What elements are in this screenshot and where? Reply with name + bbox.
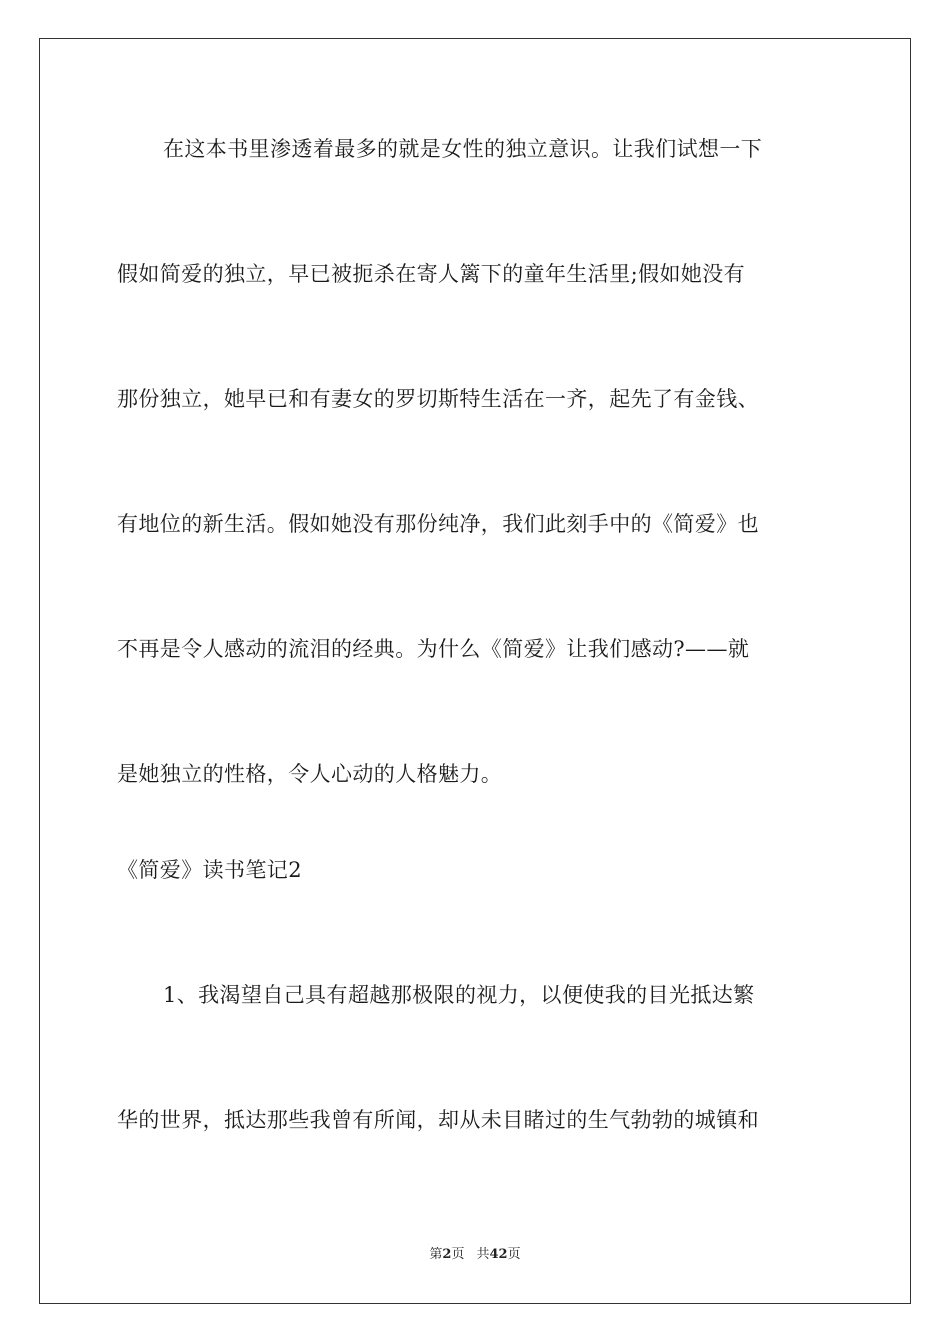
paragraph-1-line-6: 是她独立的性格，令人心动的人格魅力。	[117, 762, 503, 786]
footer-total-prefix: 共	[476, 1247, 490, 1262]
paragraph-1-line-5: 不再是令人感动的流泪的经典。为什么《简爱》让我们感动?——就	[117, 637, 750, 661]
page-footer	[0, 1245, 950, 1265]
footer-prefix: 第	[429, 1247, 443, 1262]
paragraph-2-line-1: 1、我渴望自己具有超越那极限的视力，以便使我的目光抵达繁	[163, 983, 755, 1007]
paragraph-2-line-2: 华的世界，抵达那些我曾有所闻，却从未目睹过的生气勃勃的城镇和	[117, 1108, 759, 1132]
paragraph-1-line-1: 在这本书里渗透着最多的就是女性的独立意识。让我们试想一下	[163, 137, 763, 161]
footer-page-number: 2	[442, 1247, 452, 1262]
footer-total-suffix: 页	[507, 1247, 521, 1262]
footer-total-pages: 42	[489, 1247, 508, 1262]
section-heading: 《简爱》读书笔记2	[117, 858, 302, 882]
footer-page-suffix: 页	[451, 1247, 465, 1262]
paragraph-1-line-2: 假如简爱的独立，早已被扼杀在寄人篱下的童年生活里;假如她没有	[117, 262, 746, 286]
paragraph-1-line-4: 有地位的新生活。假如她没有那份纯净，我们此刻手中的《简爱》也	[117, 512, 759, 536]
paragraph-1-line-3: 那份独立，她早已和有妻女的罗切斯特生活在一齐，起先了有金钱、	[117, 387, 759, 411]
